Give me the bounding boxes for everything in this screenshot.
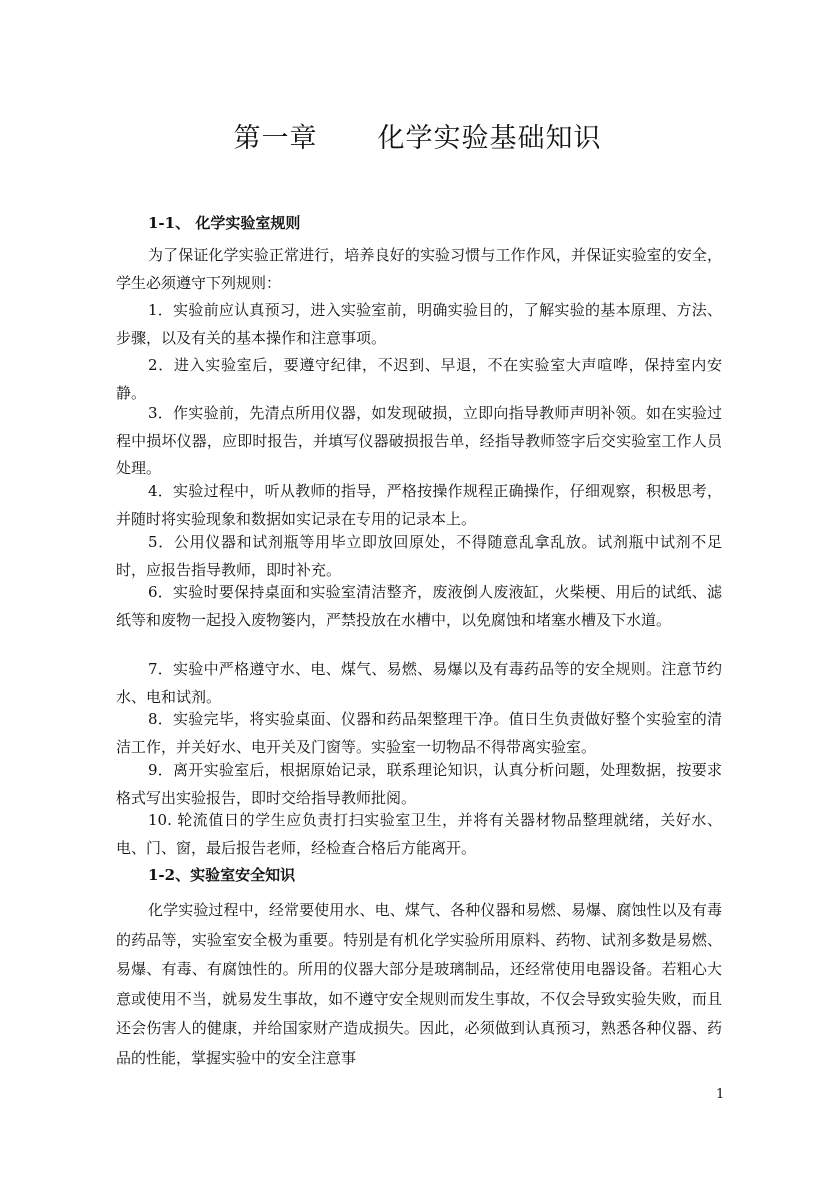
rule-item: 2．进入实验室后，要遵守纪律，不迟到、早退，不在实验室大声喧哗，保持室内安静。 xyxy=(116,356,722,402)
chapter-title xyxy=(0,116,835,155)
section-heading-safety: 1-2、实验室安全知识 xyxy=(148,866,296,884)
rule-item: 7．实验中严格遵守水、电、煤气、易燃、易爆以及有毒药品等的安全规则。注意节约水、电和试剂。 xyxy=(116,660,722,706)
rule-item: 5．公用仪器和试剂瓶等用毕立即放回原处，不得随意乱拿乱放。试剂瓶中试剂不足时，应报告指导教师，即时补充。 xyxy=(116,533,722,579)
rule-item: 1．实验前应认真预习，进入实验室前，明确实验目的，了解实验的基本原理、方法、步骤，以及有关的基本操作和注意事项。 xyxy=(116,301,722,347)
section-intro: 为了保证化学实验正常进行，培养良好的实验习惯与工作作风，并保证实验室的安全，学生必须遵守下列规则： xyxy=(116,246,722,292)
chapter-name: 化学实验基础知识 xyxy=(377,123,602,154)
rule-item: 9．离开实验室后，根据原始记录，联系理论知识，认真分析问题，处理数据，按要求格式写出实验报告，即时交给指导教师批阅。 xyxy=(116,761,722,807)
rule-item: 10. 轮流值日的学生应负责打扫实验室卫生，并将有关器材物品整理就绪，关好水、电、门、窗，最后报告老师，经检查合格后方能离开。 xyxy=(116,811,722,857)
rule-item: 3．作实验前，先清点所用仪器，如发现破损，立即向指导教师声明补领。如在实验过程中损坏仪器，应即时报告，并填写仪器破损报告单，经指导教师签字后交实验室工作人员处理。 xyxy=(116,404,722,477)
section-heading-rules: 1-1、 化学实验室规则 xyxy=(148,214,301,232)
rule-item: 6．实验时要保持桌面和实验室清洁整齐，废液倒人废液缸，火柴梗、用后的试纸、滤纸等和废物一起投入废物篓内，严禁投放在水槽中，以免腐蚀和堵塞水槽及下水道。 xyxy=(116,583,722,629)
page-number: 1 xyxy=(716,1087,725,1102)
chapter-number: 第一章 xyxy=(233,123,318,154)
rule-item: 4．实验过程中，听从教师的指导，严格按操作规程正确操作，仔细观察，积极思考，并随时将实验现象和数据如实记录在专用的记录本上。 xyxy=(116,482,722,528)
safety-paragraph: 化学实验过程中，经常要使用水、电、煤气、各种仪器和易燃、易爆、腐蚀性以及有毒的药品等，实验室安全极为重要。特别是有机化学实验所用原料、药物、试剂多数是易燃、易爆、有毒、有腐蚀性的。所用的仪器大部分是玻璃制品，还经常使用电器设备。若粗心大意或使用不当，就易发生事故，如不遵守安全规则而发生事故，不仅会导致实验失败，而且还会伤害人的健康，并给国家财产造成损失。因此，必须做到认真预习，熟悉各种仪器、药品的性能，掌握实验中的安全注意事 xyxy=(116,901,722,1067)
rule-item: 8．实验完毕，将实验桌面、仪器和药品架整理干净。值日生负责做好整个实验室的清洁工作，并关好水、电开关及门窗等。实验室一切物品不得带离实验室。 xyxy=(116,710,722,756)
